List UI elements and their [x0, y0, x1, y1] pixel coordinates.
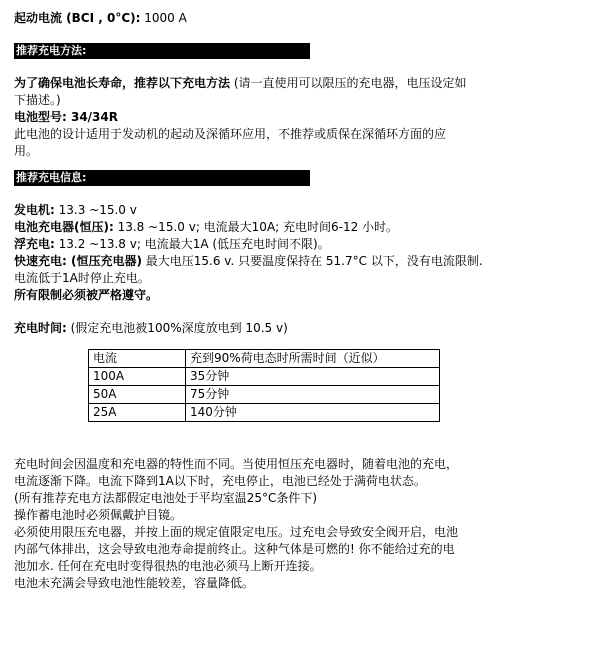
note-line-7: 池加水. 任何在充电时变得很热的电池必须马上断开连接。 — [14, 559, 322, 573]
table-cell-current: 50A — [89, 386, 186, 404]
battery-model: 电池型号: 34/34R — [14, 110, 118, 124]
table-cell-time: 75分钟 — [186, 386, 440, 404]
table-cell-current: 25A — [89, 404, 186, 422]
table-cell-time: 140分钟 — [186, 404, 440, 422]
note-line-4: 操作蓄电池时必须佩戴护目镜。 — [14, 508, 183, 522]
usage-line-2: 用。 — [14, 144, 39, 158]
charge-time-line — [14, 320, 599, 337]
section-header-charging-method: 推荐充电方法: — [14, 43, 310, 59]
charge-time-label: 充电时间: — [14, 321, 67, 335]
alternator-line — [14, 202, 599, 219]
table-row — [89, 404, 440, 422]
method-line-1 — [14, 75, 599, 92]
cca-label: 起动电流 (BCI , 0°C): — [14, 11, 141, 25]
cca-line — [14, 10, 599, 27]
table-row — [89, 368, 440, 386]
note-line-3: (所有推荐充电方法都假定电池处于平均室温25°C条件下) — [14, 491, 318, 505]
table-cell-current: 100A — [89, 368, 186, 386]
note-line-2: 电流逐渐下降。电流下降到1A以下时，充电停止，电池已经处于满荷电状态。 — [14, 474, 426, 488]
cv-charger-label: 电池充电器(恒压): — [14, 220, 114, 234]
float-value: 13.2 ~13.8 v; 电流最大1A (低压充电时间不限)。 — [54, 237, 330, 251]
charge-time-table — [88, 349, 440, 422]
document-page — [14, 10, 599, 592]
table-header-row — [89, 350, 440, 368]
note-line-8: 电池未充满会导致电池性能较差，容量降低。 — [14, 576, 255, 590]
note-line-1: 充电时间会因温度和充电器的特性而不同。当使用恒压充电器时，随着电池的充电， — [14, 457, 459, 471]
cv-charger-value: 13.8 ~15.0 v; 电流最大10A; 充电时间6-12 小时。 — [113, 220, 399, 234]
cv-charger-line — [14, 219, 599, 236]
table-row — [89, 386, 440, 404]
method-rest: (请一直使用可以限压的充电器，电压设定如 — [230, 76, 467, 90]
fast-charge-label: 快速充电: (恒压充电器) — [14, 254, 142, 268]
usage-line-1: 此电池的设计适用于发动机的起动及深循环应用，不推荐或质保在深循环方面的应 — [14, 127, 447, 141]
method-bold: 为了确保电池长寿命，推荐以下充电方法 — [14, 76, 231, 90]
table-header-time: 充到90%荷电态时所需时间（近似） — [186, 350, 440, 368]
alternator-label: 发电机: — [14, 203, 55, 217]
fast-charge-line-2: 电流低于1A时停止充电。 — [14, 271, 150, 285]
table-header-current: 电流 — [89, 350, 186, 368]
limits-note: 所有限制必须被严格遵守。 — [14, 288, 159, 302]
float-label: 浮充电: — [14, 237, 55, 251]
section-header-charging-info: 推荐充电信息: — [14, 170, 310, 186]
float-line — [14, 236, 599, 253]
note-line-6: 内部气体排出，这会导致电池寿命提前终止。这种气体是可燃的! 你不能给过充的电 — [14, 542, 455, 556]
note-line-5: 必须使用限压充电器，并按上面的规定值限定电压。过充电会导致安全阀开启，电池 — [14, 525, 459, 539]
table-cell-time: 35分钟 — [186, 368, 440, 386]
cca-value: 1000 A — [140, 11, 187, 25]
alternator-value: 13.3 ~15.0 v — [54, 203, 137, 217]
fast-charge-line — [14, 253, 599, 270]
fast-charge-value: 最大电压15.6 v. 只要温度保持在 51.7°C 以下，没有电流限制. — [141, 254, 483, 268]
charge-time-value: (假定充电池被100%深度放电到 10.5 v) — [66, 321, 288, 335]
method-line-2: 下描述。) — [14, 93, 61, 107]
